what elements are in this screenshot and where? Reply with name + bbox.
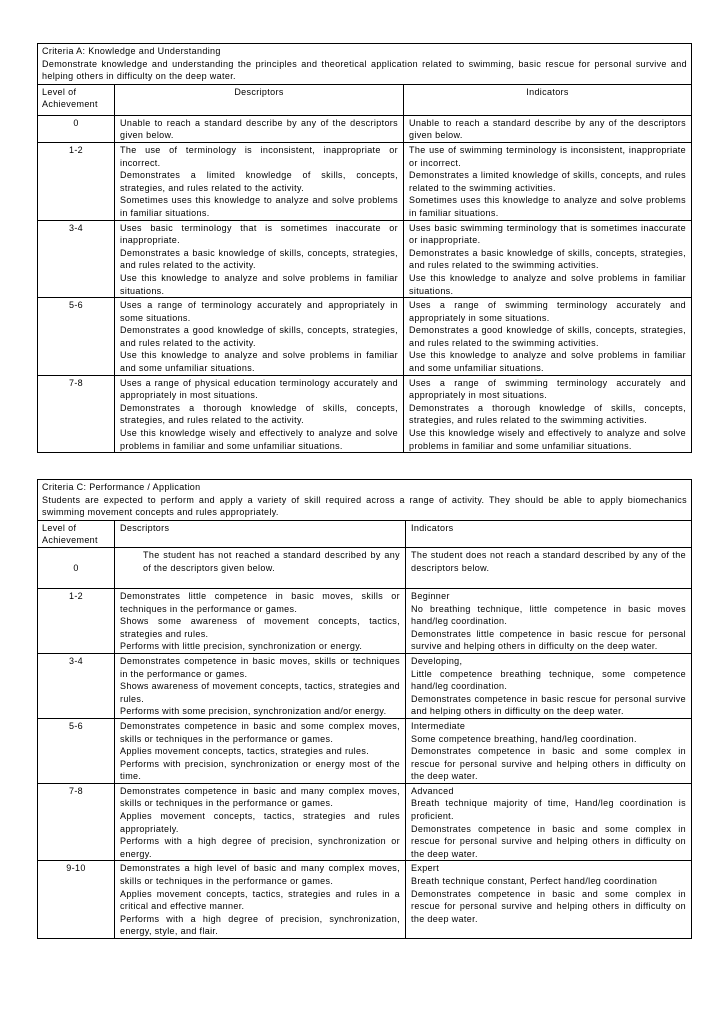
- indicator-text: Expert: [411, 863, 440, 874]
- column-header-level: Level of Achievement: [38, 84, 115, 115]
- indicator-text: Beginner: [411, 590, 450, 601]
- indicator-text: Demonstrates competence in basic rescue for personal survive and helping others in difficulty on the deep water.: [411, 693, 686, 717]
- achievement-level: 3-4: [38, 653, 115, 718]
- descriptor-text: Uses a range of physical education terminology accurately and appropriately in most situations.: [120, 377, 398, 401]
- descriptor-text: Performs with little precision, synchronization or energy.: [120, 641, 363, 652]
- indicator-cell: [406, 547, 692, 588]
- column-header-level: Level of Achievement: [38, 520, 115, 547]
- indicator-text: Use this knowledge to analyze and solve problems in familiar and some unfamiliar situations.: [409, 350, 687, 374]
- descriptor-text: Performs with a high degree of precision, synchronization or energy.: [120, 836, 400, 859]
- column-header-indicators: Indicators: [404, 84, 692, 115]
- descriptor-text: Demonstrates little competence in basic moves, skills or techniques in the performance or games.: [120, 590, 400, 614]
- rubric-row: [38, 298, 692, 376]
- descriptor-text: Demonstrates a good knowledge of skills, concepts, strategies, and rules related to the activity.: [120, 325, 398, 348]
- indicator-cell: [406, 783, 692, 861]
- criteria-c-table: [37, 479, 692, 939]
- indicator-text: Demonstrates competence in basic and some complex in rescue for personal survive and helping others in difficulty on the deep water.: [411, 746, 686, 782]
- indicator-text: The student does not reach a standard described by any of the descriptors below.: [411, 549, 686, 573]
- indicator-text: Uses a range of swimming terminology accurately and appropriately in some situations.: [409, 300, 687, 323]
- descriptor-text: Uses a range of terminology accurately and appropriately in some situations.: [120, 300, 398, 323]
- rubric-row: [38, 115, 692, 142]
- descriptor-text: The student has not reached a standard described by any of the descriptors given below.: [143, 549, 400, 573]
- indicator-cell: [406, 653, 692, 718]
- descriptor-cell: [115, 861, 406, 939]
- indicator-text: Sometimes uses this knowledge to analyze and solve problems in familiar situations.: [409, 195, 687, 218]
- column-header-descriptors: Descriptors: [115, 520, 406, 547]
- descriptor-text: Demonstrates a basic knowledge of skills, concepts, strategies, and rules related to the activity.: [120, 247, 398, 271]
- rubric-row: [38, 588, 692, 653]
- rubric-row: [38, 220, 692, 298]
- criteria-a-rows: [38, 115, 692, 452]
- descriptor-cell: [115, 588, 406, 653]
- rubric-row: [38, 547, 692, 588]
- indicator-text: Little competence breathing technique, some competence hand/leg coordination.: [411, 668, 686, 692]
- achievement-level: 7-8: [38, 375, 115, 453]
- column-header-indicators: Indicators: [406, 520, 692, 547]
- indicator-text: No breathing technique, little competence in basic moves hand/leg coordination.: [411, 603, 686, 627]
- indicator-text: The use of swimming terminology is inconsistent, inappropriate or incorrect.: [409, 144, 687, 168]
- criteria-a-header-row: [38, 44, 692, 85]
- indicator-text: Demonstrates little competence in basic rescue for personal survive and helping others in difficulty on the deep water.: [411, 628, 686, 652]
- criteria-a-table: [37, 43, 692, 453]
- achievement-level: 3-4: [38, 220, 115, 298]
- descriptor-cell: [115, 142, 404, 220]
- descriptor-text: Applies movement concepts, tactics, strategies and rules in a critical and effective manner.: [120, 888, 400, 912]
- descriptor-text: Use this knowledge to analyze and solve problems in familiar situations.: [120, 272, 398, 296]
- descriptor-cell: [115, 718, 406, 783]
- descriptor-text: Demonstrates a limited knowledge of skills, concepts, strategies, and rules related to the activity.: [120, 170, 398, 193]
- rubric-row: [38, 375, 692, 453]
- descriptor-text: Performs with some precision, synchronization and/or energy.: [120, 706, 387, 717]
- rubric-row: [38, 861, 692, 939]
- descriptor-cell: [115, 375, 404, 453]
- indicator-cell: [404, 375, 692, 453]
- achievement-level: 5-6: [38, 298, 115, 376]
- indicator-cell: [406, 718, 692, 783]
- indicator-cell: [404, 298, 692, 376]
- indicator-text: Intermediate: [411, 720, 466, 731]
- rubric-row: [38, 653, 692, 718]
- rubric-row: [38, 142, 692, 220]
- descriptor-text: Demonstrates competence in basic and some complex moves, skills or techniques in the performance or games.: [120, 720, 400, 744]
- indicator-cell: [404, 115, 692, 142]
- criteria-a-column-headers: [38, 84, 692, 115]
- indicator-text: Use this knowledge wisely and effectively to analyze and solve problems in familiar and some unfamiliar situations.: [409, 428, 687, 451]
- indicator-cell: [404, 142, 692, 220]
- indicator-text: Some competence breathing, hand/leg coordination.: [411, 733, 637, 744]
- indicator-text: Unable to reach a standard describe by any of the descriptors given below.: [409, 117, 687, 141]
- descriptor-text: Use this knowledge wisely and effectively to analyze and solve problems in familiar and some unfamiliar situations.: [120, 428, 398, 451]
- indicator-text: Developing,: [411, 655, 463, 666]
- criteria-c-description: Students are expected to perform and apply a variety of skill required across a range of activity. They should be able to apply biomechanics swimming movement concepts and rules appropriately.: [42, 494, 687, 518]
- criteria-a-title: Criteria A: Knowledge and Understanding: [42, 46, 221, 56]
- criteria-c-header-row: [38, 480, 692, 521]
- criteria-a-description: Demonstrate knowledge and understanding the principles and theoretical application related to swimming, basic rescue for personal survive and helping others in difficulty on the deep water.: [42, 58, 688, 82]
- descriptor-text: Applies movement concepts, tactics, strategies and rules.: [120, 746, 370, 757]
- descriptor-cell: [115, 547, 406, 588]
- descriptor-text: Demonstrates competence in basic moves, skills or techniques in the performance or games.: [120, 655, 400, 679]
- column-header-descriptors: Descriptors: [115, 84, 404, 115]
- indicator-text: Uses basic swimming terminology that is sometimes inaccurate or inappropriate.: [409, 222, 687, 246]
- indicator-cell: [406, 588, 692, 653]
- criteria-c-title: Criteria C: Performance / Application: [42, 482, 201, 492]
- rubric-row: [38, 783, 692, 861]
- indicator-cell: [404, 220, 692, 298]
- descriptor-text: Sometimes uses this knowledge to analyze and solve problems in familiar situations.: [120, 195, 398, 218]
- descriptor-cell: [115, 115, 404, 142]
- indicator-text: Uses a range of swimming terminology accurately and appropriately in most situations.: [409, 377, 687, 401]
- indicator-text: Use this knowledge to analyze and solve problems in familiar situations.: [409, 272, 687, 296]
- indicator-cell: [406, 861, 692, 939]
- indicator-text: Breath technique majority of time, Hand/leg coordination is proficient.: [411, 798, 686, 822]
- descriptor-text: Applies movement concepts, tactics, strategies and rules appropriately.: [120, 811, 400, 834]
- achievement-level: 0: [38, 115, 115, 142]
- achievement-level: 0: [38, 547, 115, 588]
- descriptor-text: Uses basic terminology that is sometimes inaccurate or inappropriate.: [120, 222, 398, 246]
- indicator-text: Demonstrates a basic knowledge of skills, concepts, strategies, and rules related to the swimming activities.: [409, 247, 687, 271]
- indicator-text: Demonstrates competence in basic and some complex in rescue for personal survive and helping others in difficulty on the deep water.: [411, 888, 686, 924]
- indicator-text: Advanced: [411, 785, 454, 796]
- indicator-text: Demonstrates a limited knowledge of skills, concepts, and rules related to the swimming activities.: [409, 170, 687, 193]
- criteria-c-column-headers: [38, 520, 692, 547]
- descriptor-text: Unable to reach a standard describe by any of the descriptors given below.: [120, 117, 398, 141]
- criteria-a-heading: [38, 44, 692, 85]
- descriptor-text: Performs with precision, synchronization or energy most of the time.: [120, 758, 400, 782]
- achievement-level: 5-6: [38, 718, 115, 783]
- descriptor-text: Use this knowledge to analyze and solve problems in familiar and some unfamiliar situations.: [120, 350, 398, 374]
- descriptor-cell: [115, 298, 404, 376]
- achievement-level: 7-8: [38, 783, 115, 861]
- criteria-c-rows: [38, 547, 692, 938]
- indicator-text: Demonstrates a thorough knowledge of skills, concepts, strategies, and rules related to the swimming activities.: [409, 402, 687, 426]
- descriptor-text: Performs with a high degree of precision, synchronization, energy, style, and flair.: [120, 913, 400, 937]
- descriptor-text: Shows some awareness of movement concepts, tactics, strategies and rules.: [120, 616, 400, 639]
- achievement-level: 1-2: [38, 142, 115, 220]
- descriptor-text: Shows awareness of movement concepts, tactics, strategies and rules.: [120, 681, 400, 704]
- descriptor-cell: [115, 783, 406, 861]
- descriptor-text: The use of terminology is inconsistent, inappropriate or incorrect.: [120, 144, 398, 168]
- descriptor-text: Demonstrates competence in basic and many complex moves, skills or techniques in the performance or games.: [120, 785, 400, 809]
- indicator-text: Demonstrates competence in basic and some complex in rescue for personal survive and helping others in difficulty on the deep water.: [411, 823, 686, 859]
- achievement-level: 1-2: [38, 588, 115, 653]
- rubric-row: [38, 718, 692, 783]
- indicator-text: Demonstrates a good knowledge of skills, concepts, strategies, and rules related to the swimming activities.: [409, 325, 687, 348]
- achievement-level: 9-10: [38, 861, 115, 939]
- descriptor-cell: [115, 220, 404, 298]
- descriptor-text: Demonstrates a thorough knowledge of skills, concepts, strategies, and rules related to the activity.: [120, 402, 398, 426]
- indicator-text: Breath technique constant, Perfect hand/leg coordination: [411, 876, 658, 887]
- descriptor-cell: [115, 653, 406, 718]
- descriptor-text: Demonstrates a high level of basic and many complex moves, skills or techniques in the performance or games.: [120, 863, 400, 887]
- criteria-c-heading: [38, 480, 692, 521]
